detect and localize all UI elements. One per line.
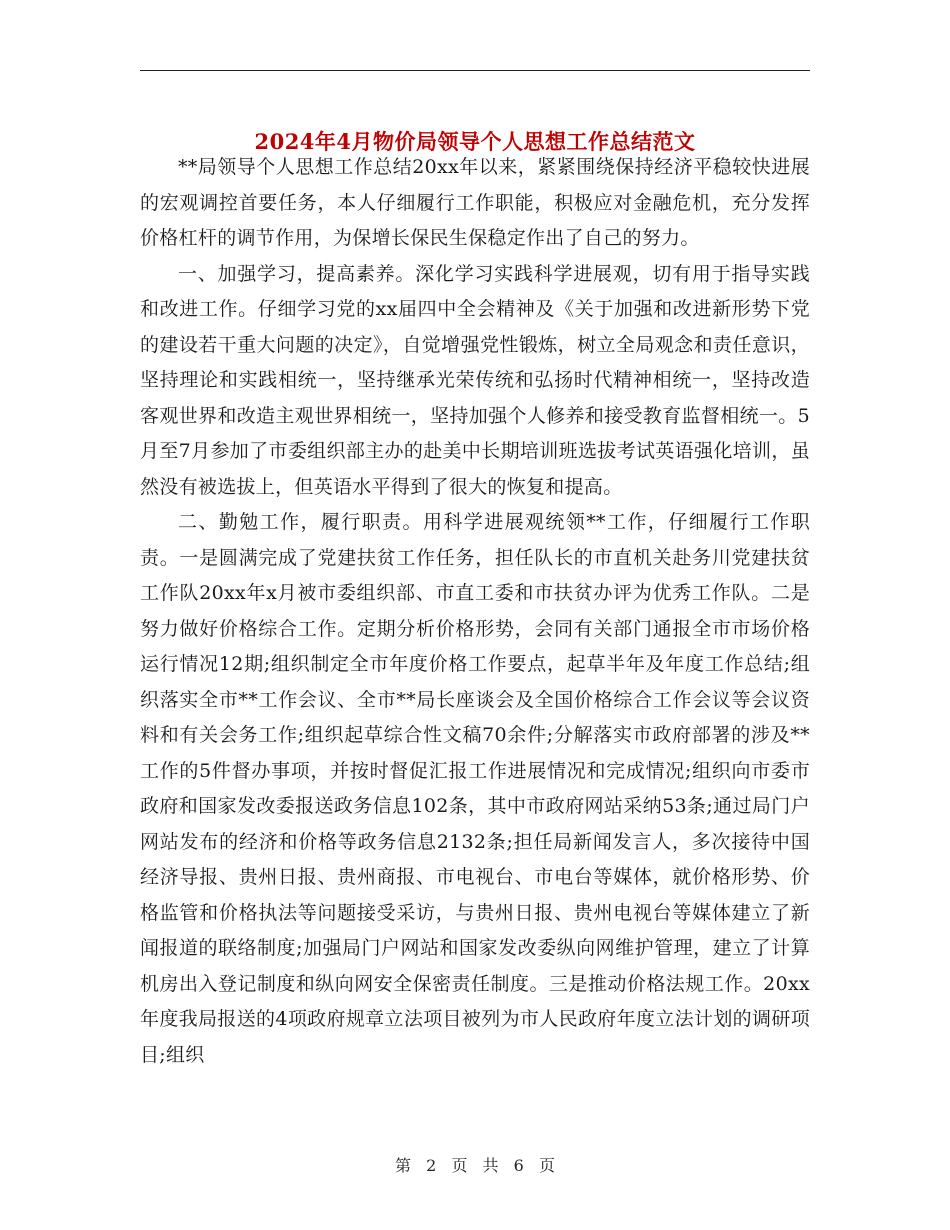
footer-total-pages: 6 bbox=[513, 1156, 524, 1175]
paragraph-intro: **局领导个人思想工作总结20xx年以来，紧紧围绕保持经济平稳较快进展的宏观调控首要任务，本人仔细履行工作职能，积极应对金融危机，充分发挥价格杠杆的调节作用，为保增长保民生保稳定作出了自己的努力。 bbox=[140, 156, 810, 249]
header-rule bbox=[140, 70, 810, 71]
footer-total-prefix: 共 bbox=[482, 1156, 499, 1175]
page-footer bbox=[0, 1153, 950, 1176]
document-title: 2024年4月物价局领导个人思想工作总结范文 bbox=[254, 129, 696, 155]
document-body bbox=[140, 150, 810, 1073]
paragraph-study: 一、加强学习，提高素养。深化学习实践科学进展观，切有用于指导实践和改进工作。仔细学习党的xx届四中全会精神及《关于加强和改进新形势下党的建设若干重大问题的决定》，自觉增强党性锻炼，树立全局观念和责任意识，坚持理论和实践相统一，坚持继承光荣传统和弘扬时代精神相统一，坚持改造客观世界和改造主观世界相统一，坚持加强个人修养和接受教育监督相统一。5月至7月参加了市委组织部主办的赴美中长期培训班选拔考试英语强化培训，虽然没有被选拔上，但英语水平得到了很大的恢复和提高。 bbox=[140, 262, 810, 498]
footer-total-unit: 页 bbox=[538, 1156, 555, 1175]
footer-page-unit: 页 bbox=[451, 1156, 468, 1175]
paragraph-work: 二、勤勉工作，履行职责。用科学进展观统领**工作，仔细履行工作职责。一是圆满完成了党建扶贫工作任务，担任队长的市直机关赴务川党建扶贫工作队20xx年x月被市委组织部、市直工委和市扶贫办评为优秀工作队。二是努力做好价格综合工作。定期分析价格形势，会同有关部门通报全市市场价格运行情况12期;组织制定全市年度价格工作要点，起草半年及年度工作总结;组织落实全市**工作会议、全市**局长座谈会及全国价格综合工作会议等会议资料和有关会务工作;组织起草综合性文稿70余件;分解落实市政府部署的涉及**工作的5件督办事项，并按时督促汇报工作进展情况和完成情况;组织向市委市政府和国家发改委报送政务信息102条，其中市政府网站采纳53条;通过局门户网站发布的经济和价格等政务信息2132条;担任局新闻发言人，多次接待中国经济导报、贵州日报、贵州商报、市电视台、市电台等媒体，就价格形势、价格监管和价格执法等问题接受采访，与贵州日报、贵州电视台等媒体建立了新闻报道的联络制度;加强局门户网站和国家发改委纵向网维护管理，建立了计算机房出入登记制度和纵向网安全保密责任制度。三是推动价格法规工作。20xx年度我局报送的4项政府规章立法项目被列为市人民政府年度立法计划的调研项目;组织 bbox=[140, 511, 810, 1066]
footer-prefix: 第 bbox=[395, 1156, 412, 1175]
footer-page-number: 2 bbox=[426, 1156, 437, 1175]
